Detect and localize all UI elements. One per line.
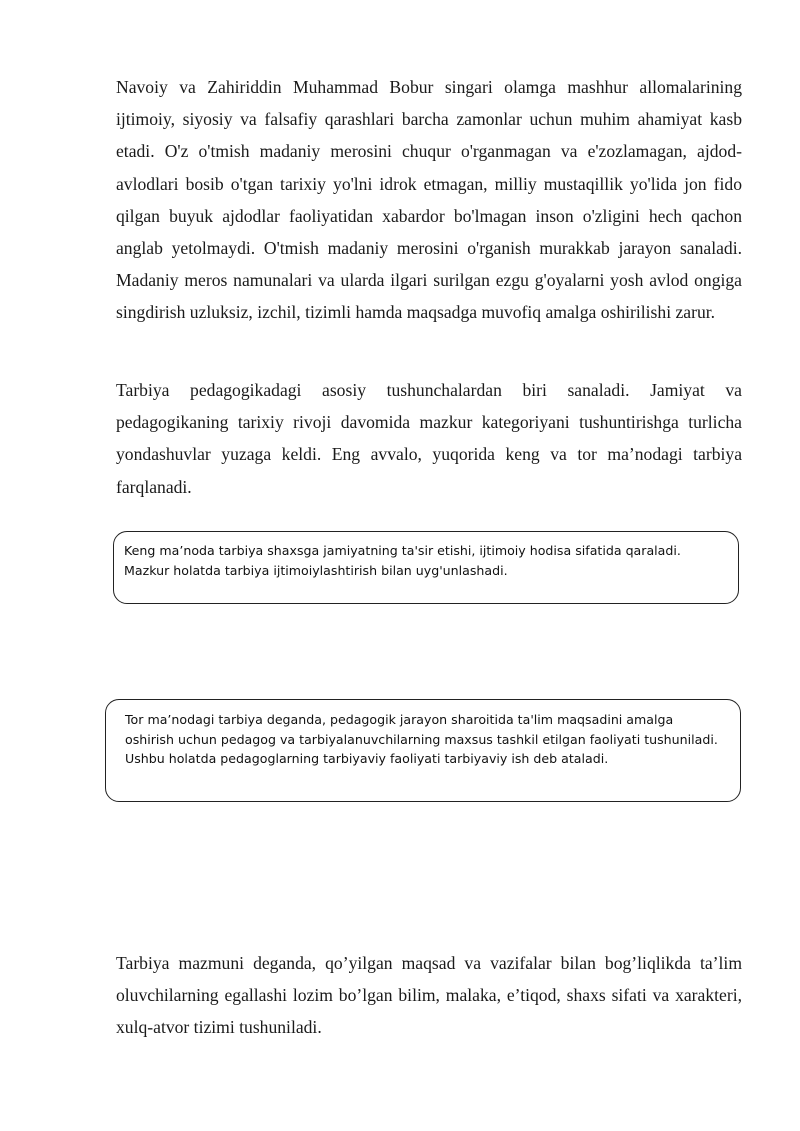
paragraph-upbringing-content: Tarbiya mazmuni deganda, qo’yilgan maqsad va vazifalar bilan bog’liqlikda ta’lim oluvchilarning egallashi lozim bo’lgan bilim, malaka, e’tiqod, shaxs sifati va xarakteri, xulq-atvor tizimi tushuniladi. [116, 953, 742, 1038]
paragraph-upbringing-concept: Tarbiya pedagogikadagi asosiy tushunchalardan biri sanaladi. Jamiyat va pedagogikaning tarixiy rivoji davomida mazkur kategoriyani tushuntirishga turlicha yondashuvlar yuzaga keldi. Eng avvalo, yuqorida keng va tor ma’nodagi tarbiya farqlanadi. [116, 380, 742, 497]
callout-narrow-meaning [105, 699, 741, 802]
callout-narrow-text: Tor ma’nodagi tarbiya deganda, pedagogik jarayon sharoitida ta'lim maqsadini amalga oshirish uchun pedagog va tarbiyalanuvchilarning maxsus tashkil etilgan faoliyati tushuniladi. Ushbu holatda pedagoglarning tarbiyaviy faoliyati tarbiyaviy ish deb ataladi. [125, 712, 718, 766]
callout-broad-meaning [113, 531, 739, 604]
paragraph-cultural-heritage: Navoiy va Zahiriddin Muhammad Bobur singari olamga mashhur allomalarining ijtimoiy, siyosiy va falsafiy qarashlari barcha zamonlar uchun muhim ahamiyat kasb etadi. O'z o'tmish madaniy merosini chuqur o'rganmagan va e'zozlamagan, ajdod-avlodlari bosib o'tgan tarixiy yo'lni idrok etmagan, milliy mustaqillik yo'lida jon fido qilgan buyuk ajdodlar faoliyatidan xabardor bo'lmagan inson o'zligini hech qachon anglab yetolmaydi. O'tmish madaniy merosini o'rganish murakkab jarayon sanaladi. Madaniy meros namunalari va ularda ilgari surilgan ezgu g'oyalarni yosh avlod ongiga singdirish uzluksiz, izchil, tizimli hamda maqsadga muvofiq amalga oshirilishi zarur. [116, 77, 742, 323]
callout-broad-text: Keng ma’noda tarbiya shaxsga jamiyatning ta'sir etishi, ijtimoiy hodisa sifatida qaraladi. Mazkur holatda tarbiya ijtimoiylashtirish bilan uyg'unlashadi. [124, 543, 681, 578]
